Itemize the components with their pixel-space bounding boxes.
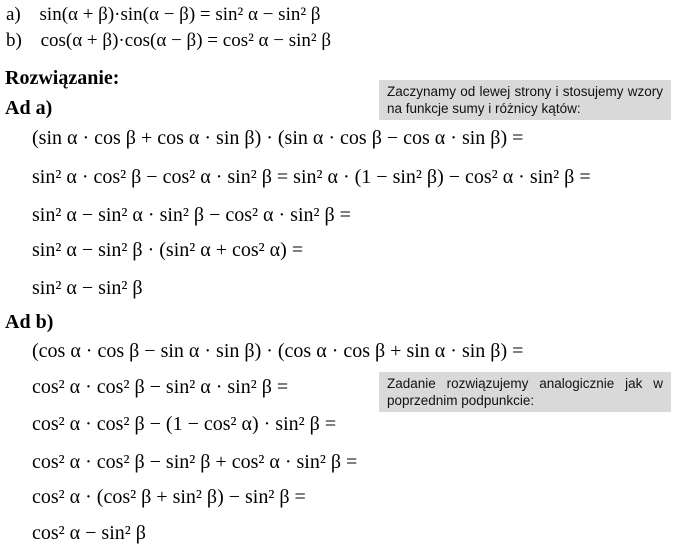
part-b-step-2: cos² α · cos² β − sin² α · sin² β =	[32, 376, 289, 398]
part-a-step-3: sin² α − sin² α · sin² β − cos² α · sin² β =	[32, 204, 351, 226]
part-a-step-2: sin² α · cos² β − cos² α · sin² β = sin² α · (1 − sin² β) − cos² α · sin² β =	[32, 166, 591, 188]
part-a-heading: Ad a)	[5, 97, 53, 119]
note-part-a: Zaczynamy od lewej strony i stosujemy wzory na funkcje sumy i różnicy kątów:	[379, 80, 671, 120]
task-b-formula: cos(α + β)·cos(α − β) = cos² α − sin² β	[40, 30, 331, 51]
task-b-label: b)	[6, 30, 22, 51]
part-a-step-1: (sin α · cos β + cos α · sin β) · (sin α · cos β − cos α · sin β) =	[32, 127, 524, 149]
task-a-formula: sin(α + β)·sin(α − β) = sin² α − sin² β	[39, 4, 321, 25]
part-b-heading: Ad b)	[5, 311, 54, 333]
part-a-step-5: sin² α − sin² β	[32, 277, 143, 299]
part-b-step-5: cos² α · (cos² β + sin² β) − sin² β =	[32, 486, 306, 508]
part-b-step-1: (cos α · cos β − sin α · sin β) · (cos α · cos β + sin α · sin β) =	[32, 340, 524, 362]
part-b-step-3: cos² α · cos² β − (1 − cos² α) · sin² β =	[32, 413, 337, 435]
part-b-step-6: cos² α − sin² β	[32, 522, 146, 544]
note-part-b: Zadanie rozwiązujemy analogicznie jak w poprzednim podpunkcie:	[379, 372, 671, 412]
task-a-label: a)	[6, 4, 21, 25]
part-a-step-4: sin² α − sin² β · (sin² α + cos² α) =	[32, 239, 304, 261]
task-b	[6, 29, 331, 53]
solution-heading: Rozwiązanie:	[5, 67, 120, 89]
part-b-step-4: cos² α · cos² β − sin² β + cos² α · sin² β =	[32, 451, 358, 473]
task-a	[6, 3, 320, 27]
